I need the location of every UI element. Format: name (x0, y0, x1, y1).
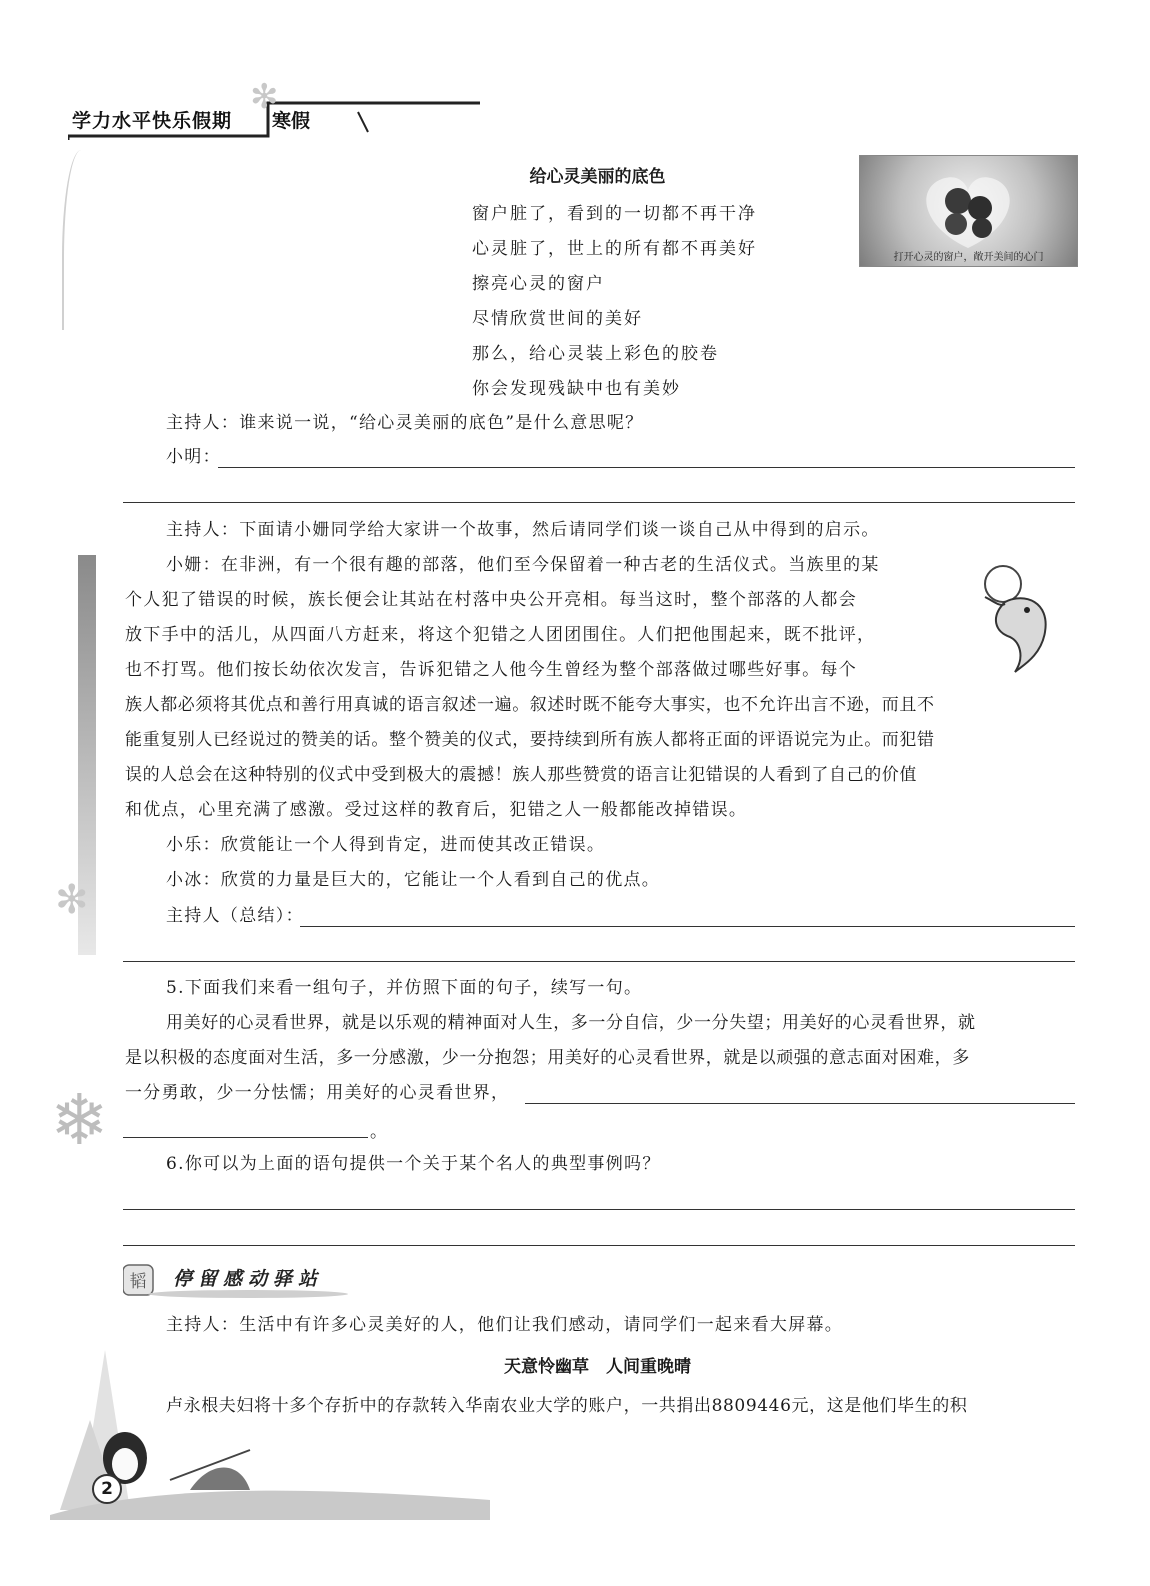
answer-line[interactable] (525, 1103, 1075, 1104)
header-subtitle: 寒假 (272, 110, 311, 132)
poem-line: 心灵脏了，世上的所有都不再美好 (472, 239, 757, 259)
xiaoming-label: 小明： (166, 447, 221, 467)
story-line: 能重复别人已经说过的赞美的话。整个赞美的仪式，要持续到所有族人都将正面的评语说完为止。而犯错 (125, 730, 935, 750)
answer-line[interactable] (123, 1137, 368, 1138)
answer-line[interactable] (123, 502, 1075, 503)
story-line: 也不打骂。他们按长幼依次发言，告诉犯错之人他今生曾经为整个部落做过哪些好事。每个 (125, 660, 857, 680)
poem-line: 窗户脏了，看到的一切都不再干净 (472, 204, 757, 224)
q5-line: 一分勇敢，少一分怯懦；用美好的心灵看世界， (125, 1083, 510, 1103)
xiaobing-line: 小冰：欣赏的力量是巨大的，它能让一个人看到自己的优点。 (166, 870, 661, 890)
story-line: 小姗：在非洲，有一个很有趣的部落，他们至今保留着一种古老的生活仪式。当族里的某 (166, 555, 880, 575)
section-host-line: 主持人：生活中有许多心灵美好的人，他们让我们感动，请同学们一起来看大屏幕。 (166, 1315, 844, 1335)
snowflake-icon: ✻ (55, 877, 89, 923)
answer-line[interactable] (300, 926, 1075, 927)
q5-line: 是以积极的态度面对生活，多一分感激，少一分抱怨；用美好的心灵看世界，就是以顽强的意志面对困难，多 (125, 1048, 970, 1068)
host-question: 主持人：谁来说一说，“给心灵美丽的底色”是什么意思呢？ (166, 413, 644, 433)
q5-line: 用美好的心灵看世界，就是以乐观的精神面对人生，多一分自信，少一分失望；用美好的心灵看世界，就 (166, 1013, 976, 1033)
poem-title: 给心灵美丽的底色 (529, 167, 666, 187)
answer-line[interactable] (123, 1209, 1075, 1210)
summary-label: 主持人（总结）： (166, 906, 304, 926)
poem-line: 你会发现残缺中也有美妙 (472, 379, 681, 399)
story-line: 个人犯了错误的时候，族长便会让其站在村落中央公开亮相。每当这时，整个部落的人都会 (125, 590, 857, 610)
poem-line: 那么，给心灵装上彩色的胶卷 (472, 344, 719, 364)
story-line: 族人都必须将其优点和善行用真诚的语言叙述一遍。叙述时既不能夸大事实，也不允许出言不逊，而且不 (125, 695, 935, 715)
section-title: 停留感动驿站 (173, 1268, 324, 1290)
answer-line[interactable] (123, 961, 1075, 962)
story-intro: 主持人：下面请小姗同学给大家讲一个故事，然后请同学们谈一谈自己从中得到的启示。 (166, 520, 880, 540)
svg-text:韬: 韬 (129, 1272, 147, 1292)
page-number: 2 (92, 1474, 122, 1504)
dolphin-illustration (965, 562, 1090, 677)
answer-line[interactable] (218, 467, 1075, 468)
photo-caption: 打开心灵的窗户，敞开美间的心门 (893, 252, 1044, 263)
answer-line[interactable] (123, 1245, 1075, 1246)
story-line: 和优点，心里充满了感激。受过这样的教育后，犯错之人一般都能改掉错误。 (125, 800, 748, 820)
q5-prompt: 5.下面我们来看一组句子，并仿照下面的句子，续写一句。 (166, 978, 643, 998)
story-line: 误的人总会在这种特别的仪式中受到极大的震撼！族人那些赞赏的语言让犯错误的人看到了自己的价值 (125, 765, 917, 785)
poem-line: 擦亮心灵的窗户 (472, 274, 605, 294)
poem-line: 尽情欣赏世间的美好 (472, 309, 643, 329)
story-line: 放下手中的活儿，从四面八方赶来，将这个犯错之人团团围住。人们把他围起来，既不批评， (125, 625, 876, 645)
roses-photo (859, 155, 1078, 267)
snowflake-icon: ✻ (250, 77, 279, 117)
xiaole-line: 小乐：欣赏能让一个人得到肯定，进而使其改正错误。 (166, 835, 606, 855)
q5-end-mark: 。 (370, 1122, 389, 1142)
snowflake-icon: ❄ (50, 1079, 109, 1161)
story-title: 天意怜幽草 人间重晚晴 (504, 1357, 691, 1377)
story-first-line: 卢永根夫妇将十多个存折中的存款转入华南农业大学的账户，一共捐出8809446元，这是他们毕生的积 (166, 1396, 968, 1416)
poem-body (472, 197, 757, 407)
header-title: 学力水平快乐假期 (72, 110, 233, 132)
q6-prompt: 6.你可以为上面的语句提供一个关于某个名人的典型事例吗？ (166, 1154, 661, 1174)
